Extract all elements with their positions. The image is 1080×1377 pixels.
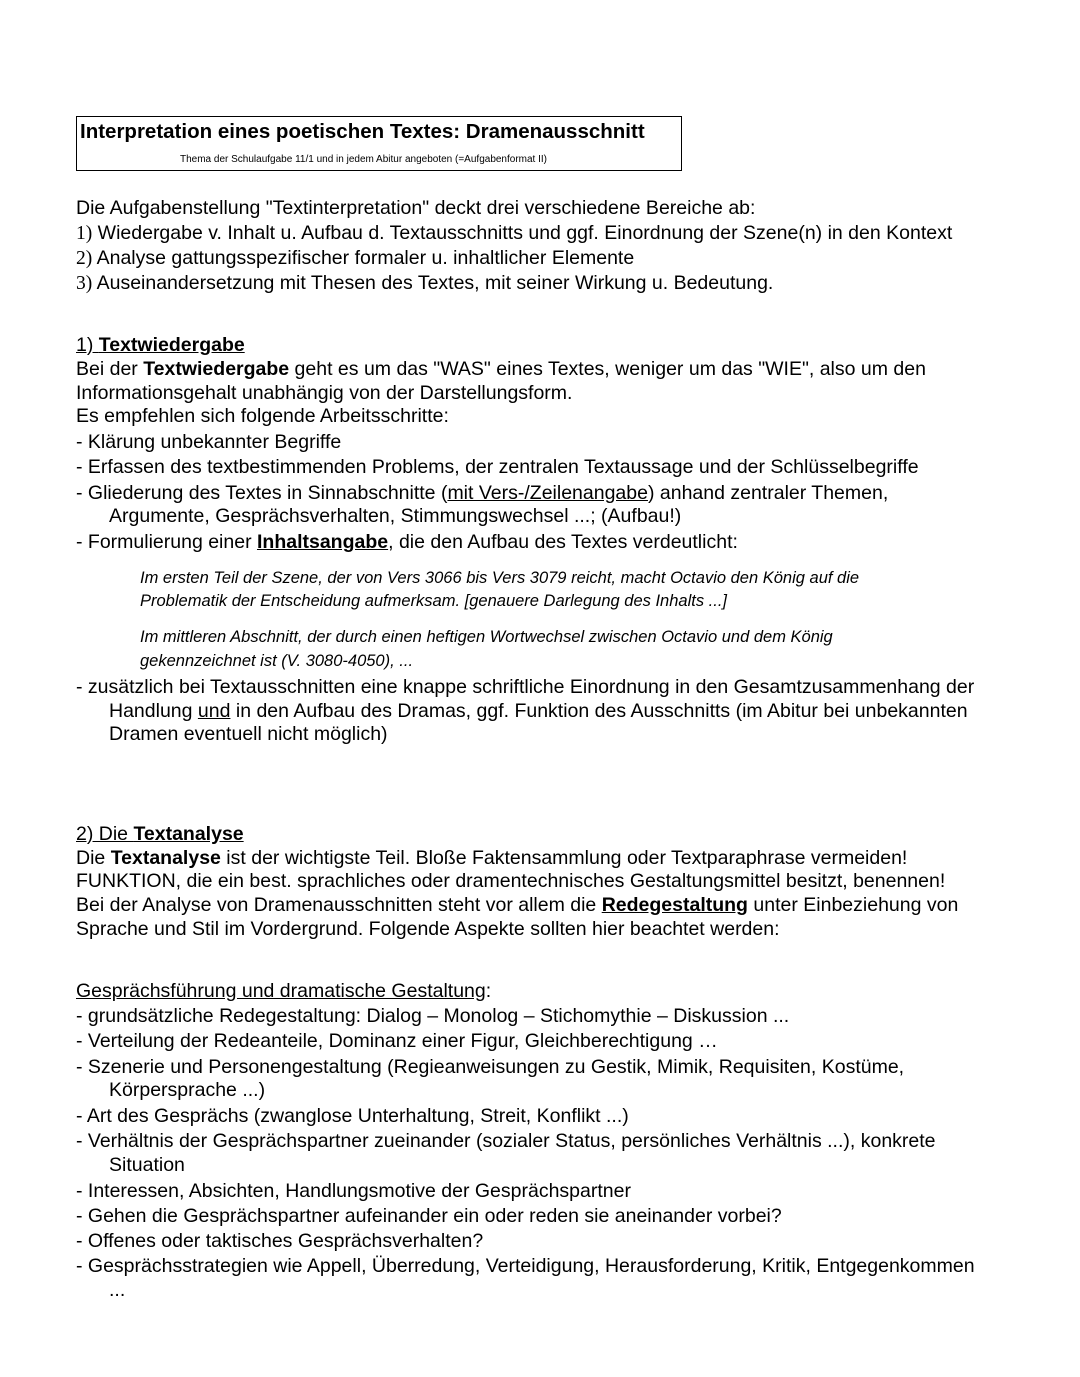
list-item-continuation: ... (109, 1279, 126, 1301)
title-box (76, 116, 682, 171)
list-item: - Interessen, Absichten, Handlungsmotive der Gesprächspartner (76, 1180, 631, 1202)
intro-item-2: 2) Analyse gattungsspezifischer formaler u. inhaltlicher Elemente (76, 247, 635, 269)
section-1-paragraph-2: Informationsgehalt unabhängig von der Darstellungsform. (76, 382, 573, 404)
section-2-paragraph: Die Textanalyse ist der wichtigste Teil. Bloße Faktensammlung oder Textparaphrase vermeiden! (76, 847, 908, 869)
list-item: - Erfassen des textbestimmenden Problems, der zentralen Textaussage und der Schlüsselbegriffe (76, 456, 919, 478)
list-item: - Formulierung einer Inhaltsangabe, die den Aufbau des Textes verdeutlicht: (76, 531, 738, 553)
intro-item-3: 3) Auseinandersetzung mit Thesen des Textes, mit seiner Wirkung u. Bedeutung. (76, 272, 774, 294)
list-item-continuation: Situation (109, 1154, 185, 1176)
example-text: Problematik der Entscheidung aufmerksam. [genauere Darlegung des Inhalts ...] (140, 592, 727, 610)
list-item: - Verhältnis der Gesprächspartner zueinander (sozialer Status, persönliches Verhältnis ...), konkrete (76, 1130, 936, 1152)
list-item-continuation: Körpersprache ...) (109, 1079, 266, 1101)
list-item: - Gehen die Gesprächspartner aufeinander ein oder reden sie aneinander vorbei? (76, 1205, 782, 1227)
page-subtitle: Thema der Schulaufgabe 11/1 und in jedem Abitur angeboten (=Aufgabenformat II) (180, 154, 548, 165)
section-2-paragraph-3: Bei der Analyse von Dramenausschnitten steht vor allem die Redegestaltung unter Einbeziehung von (76, 894, 959, 916)
list-item-continuation: Dramen eventuell nicht möglich) (109, 723, 388, 745)
list-item-continuation: Handlung und in den Aufbau des Dramas, ggf. Funktion des Ausschnitts (im Abitur bei unbekannten (109, 700, 968, 722)
list-item: - Offenes oder taktisches Gesprächsverhalten? (76, 1230, 484, 1252)
list-item-continuation: Argumente, Gesprächsverhalten, Stimmungswechsel ...; (Aufbau!) (109, 505, 682, 527)
example-text: Im mittleren Abschnitt, der durch einen heftigen Wortwechsel zwischen Octavio und dem König (140, 628, 833, 646)
section-1-paragraph: Bei der Textwiedergabe geht es um das "WAS" eines Textes, weniger um das "WIE", also um den (76, 358, 926, 380)
section-2-paragraph-4: Sprache und Stil im Vordergrund. Folgende Aspekte sollten hier beachtet werden: (76, 918, 780, 940)
intro-item-1: 1) Wiedergabe v. Inhalt u. Aufbau d. Textausschnitts und ggf. Einordnung der Szene(n) in den Kontext (76, 222, 953, 244)
list-item: - Verteilung der Redeanteile, Dominanz einer Figur, Gleichberechtigung … (76, 1030, 718, 1052)
list-item: - Klärung unbekannter Begriffe (76, 431, 342, 453)
example-text: gekennzeichnet ist (V. 3080-4050), ... (140, 652, 414, 670)
list-item: - Gesprächsstrategien wie Appell, Überredung, Verteidigung, Herausforderung, Kritik, Entgegenkommen (76, 1255, 975, 1277)
section-2-heading: 2) Die Textanalyse (76, 823, 244, 845)
list-item: - Art des Gesprächs (zwanglose Unterhaltung, Streit, Konflikt ...) (76, 1105, 629, 1127)
section-2-paragraph-2: FUNKTION, die ein best. sprachliches oder dramentechnisches Gestaltungsmittel besitzt, benennen! (76, 870, 946, 892)
list-item: - grundsätzliche Redegestaltung: Dialog – Monolog – Stichomythie – Diskussion ... (76, 1005, 790, 1027)
intro-line: Die Aufgabenstellung "Textinterpretation" deckt drei verschiedene Bereiche ab: (76, 197, 756, 219)
section-1-heading: 1) Textwiedergabe (76, 334, 245, 356)
list-item: - Szenerie und Personengestaltung (Regieanweisungen zu Gestik, Mimik, Requisiten, Kostüme, (76, 1056, 905, 1078)
section-3-heading: Gesprächsführung und dramatische Gestaltung: (76, 980, 492, 1002)
list-item: - Gliederung des Textes in Sinnabschnitte (mit Vers-/Zeilenangabe) anhand zentraler Themen, (76, 482, 889, 504)
example-text: Im ersten Teil der Szene, der von Vers 3066 bis Vers 3079 reicht, macht Octavio den König auf die (140, 569, 860, 587)
page-title: Interpretation eines poetischen Textes: Dramenausschnitt (80, 120, 645, 143)
section-1-steps-intro: Es empfehlen sich folgende Arbeitsschritte: (76, 405, 449, 427)
list-item: - zusätzlich bei Textausschnitten eine knappe schriftliche Einordnung in den Gesamtzusammenhang der (76, 676, 975, 698)
